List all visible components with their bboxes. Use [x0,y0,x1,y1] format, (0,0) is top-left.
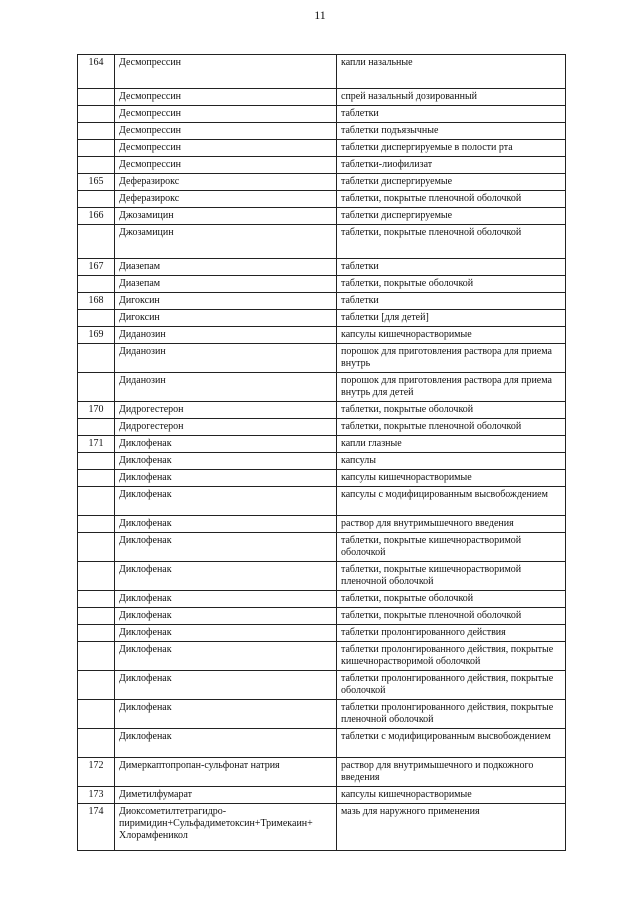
dosage-form: таблетки пролонгированного действия [337,625,566,642]
dosage-form: порошок для приготовления раствора для приема внутрь для детей [337,373,566,402]
table-row [78,436,566,453]
row-number [78,470,115,487]
row-number [78,157,115,174]
drug-name: Десмопрессин [115,123,337,140]
drug-name: Деферазирокс [115,174,337,191]
table-row [78,89,566,106]
row-number [78,419,115,436]
row-number: 173 [78,787,115,804]
dosage-form: раствор для внутримышечного и подкожного введения [337,758,566,787]
row-number [78,225,115,259]
dosage-form: таблетки [337,259,566,276]
row-number [78,562,115,591]
drug-name: Диклофенак [115,533,337,562]
table-row [78,453,566,470]
table-row [78,758,566,787]
drug-name: Десмопрессин [115,140,337,157]
row-number: 172 [78,758,115,787]
dosage-form: таблетки диспергируемые [337,174,566,191]
drug-name: Диклофенак [115,591,337,608]
table-row [78,293,566,310]
drug-name: Диклофенак [115,671,337,700]
row-number: 170 [78,402,115,419]
table-row [78,310,566,327]
row-number [78,89,115,106]
table-row [78,487,566,516]
table-row [78,157,566,174]
dosage-form: раствор для внутримышечного введения [337,516,566,533]
dosage-form: таблетки, покрытые кишечнорастворимой оболочкой [337,533,566,562]
dosage-form: таблетки подъязычные [337,123,566,140]
table-row [78,191,566,208]
row-number [78,533,115,562]
table-row [78,700,566,729]
row-number: 169 [78,327,115,344]
row-number [78,453,115,470]
dosage-form: таблетки пролонгированного действия, покрытые пленочной оболочкой [337,700,566,729]
drug-name: Десмопрессин [115,55,337,89]
page-number: 11 [314,8,326,22]
drug-name: Диклофенак [115,562,337,591]
table-row [78,106,566,123]
drug-name: Диклофенак [115,516,337,533]
dosage-form: таблетки диспергируемые в полости рта [337,140,566,157]
table-row [78,671,566,700]
dosage-form: таблетки, покрытые кишечнорастворимой пленочной оболочкой [337,562,566,591]
dosage-form: таблетки-лиофилизат [337,157,566,174]
dosage-form: таблетки пролонгированного действия, покрытые кишечнорастворимой оболочкой [337,642,566,671]
drug-name: Дигоксин [115,310,337,327]
table-row [78,276,566,293]
row-number: 168 [78,293,115,310]
row-number [78,106,115,123]
table-row [78,419,566,436]
table-row [78,729,566,758]
dosage-form: таблетки, покрытые оболочкой [337,591,566,608]
dosage-form: таблетки [337,293,566,310]
drug-name: Диоксометилтетрагидро-пиримидин+Сульфадиметоксин+Тримекаин+ Хлорамфеникол [115,804,337,851]
table-row [78,140,566,157]
dosage-form: капсулы с модифицированным высвобождением [337,487,566,516]
drug-name: Дидрогестерон [115,402,337,419]
row-number: 165 [78,174,115,191]
row-number: 171 [78,436,115,453]
row-number [78,344,115,373]
table-row [78,55,566,89]
table-row [78,562,566,591]
row-number [78,140,115,157]
row-number [78,373,115,402]
row-number [78,625,115,642]
drug-name: Деферазирокс [115,191,337,208]
dosage-form: мазь для наружного применения [337,804,566,851]
table-row [78,591,566,608]
dosage-form: таблетки пролонгированного действия, покрытые оболочкой [337,671,566,700]
drug-name: Диклофенак [115,729,337,758]
dosage-form: капли глазные [337,436,566,453]
drug-name: Диданозин [115,373,337,402]
dosage-form: капсулы кишечнорастворимые [337,787,566,804]
table-row [78,642,566,671]
table-row [78,787,566,804]
table-row [78,344,566,373]
table-row [78,208,566,225]
row-number: 174 [78,804,115,851]
row-number [78,487,115,516]
row-number: 164 [78,55,115,89]
drug-name: Диклофенак [115,608,337,625]
drug-name: Диазепам [115,276,337,293]
table-row [78,259,566,276]
drug-name: Десмопрессин [115,89,337,106]
drug-name: Диклофенак [115,487,337,516]
drug-name: Диклофенак [115,625,337,642]
row-number: 166 [78,208,115,225]
drug-name: Джозамицин [115,225,337,259]
dosage-form: капсулы кишечнорастворимые [337,327,566,344]
table-row [78,174,566,191]
row-number [78,191,115,208]
dosage-form: таблетки, покрытые оболочкой [337,276,566,293]
drug-name: Диданозин [115,344,337,373]
dosage-form: таблетки, покрытые оболочкой [337,402,566,419]
drug-table-body [78,55,566,851]
row-number [78,729,115,758]
drug-name: Дигоксин [115,293,337,310]
dosage-form: таблетки, покрытые пленочной оболочкой [337,191,566,208]
dosage-form: таблетки [для детей] [337,310,566,327]
dosage-form: таблетки, покрытые пленочной оболочкой [337,608,566,625]
table-row [78,516,566,533]
dosage-form: таблетки с модифицированным высвобождением [337,729,566,758]
dosage-form: таблетки, покрытые пленочной оболочкой [337,225,566,259]
drug-table [77,54,566,851]
table-row [78,327,566,344]
drug-name: Дидрогестерон [115,419,337,436]
table-row [78,373,566,402]
row-number [78,276,115,293]
row-number [78,671,115,700]
table-row [78,225,566,259]
table-row [78,533,566,562]
drug-name: Диклофенак [115,700,337,729]
drug-name: Диданозин [115,327,337,344]
drug-name: Диклофенак [115,642,337,671]
table-row [78,123,566,140]
row-number [78,310,115,327]
dosage-form: спрей назальный дозированный [337,89,566,106]
row-number [78,516,115,533]
dosage-form: таблетки, покрытые пленочной оболочкой [337,419,566,436]
drug-name: Диметилфумарат [115,787,337,804]
row-number [78,608,115,625]
drug-name: Десмопрессин [115,157,337,174]
table-row [78,625,566,642]
table-row [78,402,566,419]
table-row [78,470,566,487]
drug-name: Диклофенак [115,436,337,453]
table-row [78,804,566,851]
dosage-form: капли назальные [337,55,566,89]
drug-name: Десмопрессин [115,106,337,123]
dosage-form: капсулы [337,453,566,470]
drug-name: Диклофенак [115,470,337,487]
dosage-form: таблетки [337,106,566,123]
row-number [78,642,115,671]
row-number: 167 [78,259,115,276]
dosage-form: порошок для приготовления раствора для приема внутрь [337,344,566,373]
dosage-form: таблетки диспергируемые [337,208,566,225]
drug-name: Джозамицин [115,208,337,225]
row-number [78,700,115,729]
drug-name: Диазепам [115,259,337,276]
drug-name: Диклофенак [115,453,337,470]
row-number [78,591,115,608]
dosage-form: капсулы кишечнорастворимые [337,470,566,487]
drug-name: Димеркаптопропан-сульфонат натрия [115,758,337,787]
row-number [78,123,115,140]
table-row [78,608,566,625]
